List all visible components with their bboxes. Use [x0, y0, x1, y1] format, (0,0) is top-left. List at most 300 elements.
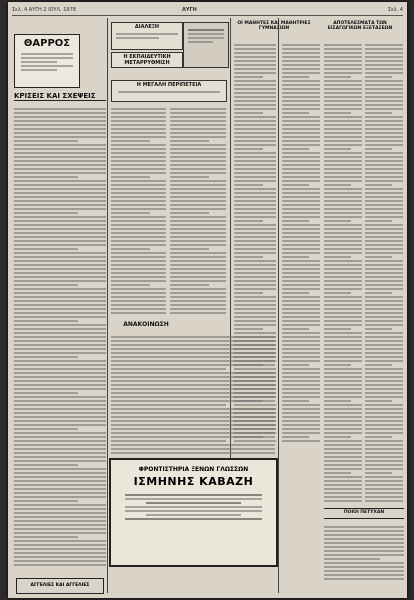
- text-line: [111, 404, 226, 406]
- text-line: [170, 304, 226, 306]
- text-line: [365, 104, 403, 106]
- text-line: [14, 280, 106, 282]
- text-line: [365, 344, 403, 346]
- text-line: [14, 424, 106, 426]
- text-line: [365, 256, 392, 258]
- text-line: [365, 304, 403, 306]
- text-line: [282, 104, 320, 106]
- tharros-title: ΘΑΡΡΟΣ: [23, 38, 71, 49]
- text-line: [365, 428, 403, 430]
- text-line: [282, 272, 320, 274]
- text-line: [282, 228, 320, 230]
- text-line: [324, 180, 362, 182]
- announcement-heading: ΑΝΑΚΟΙΝΩΣΗ: [123, 321, 169, 328]
- text-line: [365, 216, 403, 218]
- text-line: [282, 356, 320, 358]
- text-line: [14, 288, 106, 290]
- text-line: [365, 308, 403, 310]
- text-line: [111, 208, 166, 210]
- text-line: [170, 232, 226, 234]
- text-line: [111, 240, 166, 242]
- text-line: [14, 496, 106, 498]
- text-line: [234, 280, 276, 282]
- text-line: [234, 348, 276, 350]
- text-line: [365, 48, 403, 50]
- text-line: [14, 132, 106, 134]
- text-line: [365, 200, 403, 202]
- text-line: [14, 420, 106, 422]
- text-line: [282, 336, 320, 338]
- text-line: [365, 64, 403, 66]
- text-line: [170, 236, 226, 238]
- text-line: [170, 216, 226, 218]
- text-line: [365, 448, 403, 450]
- text-line: [234, 272, 276, 274]
- text-line: [324, 72, 362, 74]
- text-line: [282, 420, 320, 422]
- text-line: [365, 168, 403, 170]
- text-line: [324, 88, 362, 90]
- text-line: [324, 500, 362, 502]
- text-line: [365, 376, 403, 378]
- text-line: [170, 300, 226, 302]
- text-line: [365, 356, 403, 358]
- text-line: [111, 196, 166, 198]
- text-line: [14, 480, 106, 482]
- text-line: [324, 432, 362, 434]
- text-line: [282, 248, 320, 250]
- text-line: [170, 220, 226, 222]
- text-line: [282, 312, 320, 314]
- text-line: [234, 312, 276, 314]
- text-line: [282, 120, 320, 122]
- text-line: [324, 176, 362, 178]
- text-line: [282, 324, 320, 326]
- text-line: [365, 320, 403, 322]
- text-line: [282, 224, 320, 226]
- text-line: [14, 312, 106, 314]
- text-line: [365, 136, 403, 138]
- text-line: [365, 280, 403, 282]
- text-line: [365, 56, 403, 58]
- text-line: [234, 416, 276, 418]
- text-line: [282, 112, 309, 114]
- small-ad-box: [16, 578, 104, 594]
- text-line: [170, 284, 209, 286]
- text-line: [324, 546, 404, 548]
- text-line: [234, 376, 276, 378]
- text-line: [324, 452, 362, 454]
- text-line: [324, 112, 351, 114]
- text-line: [234, 52, 276, 54]
- text-line: [170, 212, 209, 214]
- text-line: [365, 44, 403, 46]
- text-line: [365, 432, 403, 434]
- text-line: [111, 448, 275, 450]
- tutoring-ad: [109, 458, 278, 567]
- text-line: [111, 108, 166, 110]
- text-line: [111, 232, 166, 234]
- text-line: [365, 252, 403, 254]
- text-line: [170, 204, 226, 206]
- text-line: [324, 152, 362, 154]
- text-line: [324, 400, 351, 402]
- text-line: [234, 388, 276, 390]
- text-line: [234, 200, 276, 202]
- text-line: [365, 60, 403, 62]
- text-line: [14, 264, 106, 266]
- text-line: [324, 558, 380, 560]
- text-line: [14, 412, 106, 414]
- text-line: [324, 570, 404, 572]
- text-line: [365, 444, 403, 446]
- text-line: [324, 156, 362, 158]
- text-line: [14, 352, 106, 354]
- text-line: [234, 196, 276, 198]
- text-line: [234, 172, 276, 174]
- text-line: [111, 152, 166, 154]
- text-line: [365, 80, 403, 82]
- text-line: [324, 538, 404, 540]
- text-line: [14, 168, 106, 170]
- text-line: [111, 212, 150, 214]
- text-line: [111, 368, 226, 370]
- text-line: [324, 284, 362, 286]
- text-line: [324, 204, 362, 206]
- text-line: [324, 550, 404, 552]
- text-line: [365, 140, 403, 142]
- text-line: [111, 168, 166, 170]
- text-line: [14, 556, 106, 558]
- text-line: [324, 356, 362, 358]
- text-line: [282, 408, 320, 410]
- text-line: [14, 292, 106, 294]
- text-line: [324, 320, 362, 322]
- text-line: [14, 296, 106, 298]
- text-line: [14, 228, 106, 230]
- text-line: [234, 240, 276, 242]
- text-line: [111, 164, 166, 166]
- text-line: [282, 340, 320, 342]
- text-line: [324, 260, 362, 262]
- text-line: [14, 220, 106, 222]
- text-line: [365, 76, 392, 78]
- text-line: [324, 84, 362, 86]
- text-line: [14, 252, 106, 254]
- text-line: [324, 420, 362, 422]
- text-line: [324, 304, 362, 306]
- text-line: [324, 132, 362, 134]
- text-line: [365, 268, 403, 270]
- text-line: [111, 268, 166, 270]
- text-line: [111, 236, 166, 238]
- text-line: [365, 396, 403, 398]
- text-line: [365, 500, 403, 502]
- text-line: [234, 244, 276, 246]
- text-line: [234, 320, 276, 322]
- text-line: [282, 320, 320, 322]
- text-line: [324, 116, 362, 118]
- text-line: [170, 264, 226, 266]
- text-line: [14, 392, 78, 394]
- text-line: [14, 208, 106, 210]
- text-line: [365, 348, 403, 350]
- text-line: [365, 96, 403, 98]
- text-line: [324, 460, 362, 462]
- text-line: [324, 554, 404, 556]
- text-line: [234, 112, 263, 114]
- text-line: [170, 228, 226, 230]
- text-line: [282, 232, 320, 234]
- text-line: [234, 76, 263, 78]
- side-box: [183, 22, 229, 68]
- text-line: [170, 260, 226, 262]
- text-line: [282, 400, 309, 402]
- text-line: [14, 308, 106, 310]
- text-line: [111, 220, 166, 222]
- text-line: [14, 484, 106, 486]
- text-line: [170, 208, 226, 210]
- text-line: [14, 348, 106, 350]
- text-line: [324, 276, 362, 278]
- text-line: [234, 208, 276, 210]
- text-line: [324, 92, 362, 94]
- text-line: [365, 412, 403, 414]
- text-line: [324, 300, 362, 302]
- text-line: [324, 566, 404, 568]
- text-line: [365, 480, 403, 482]
- text-line: [282, 252, 320, 254]
- text-line: [111, 272, 166, 274]
- text-line: [111, 160, 166, 162]
- text-line: [365, 276, 403, 278]
- text-line: [111, 288, 166, 290]
- text-line: [282, 392, 320, 394]
- text-line: [324, 164, 362, 166]
- text-line: [234, 384, 276, 386]
- text-line: [111, 120, 166, 122]
- text-line: [365, 88, 403, 90]
- text-line: [170, 296, 226, 298]
- text-line: [282, 164, 320, 166]
- text-line: [234, 64, 276, 66]
- text-line: [111, 132, 166, 134]
- text-line: [111, 156, 166, 158]
- passed-text: [324, 524, 404, 582]
- text-line: [14, 200, 106, 202]
- text-line: [324, 332, 362, 334]
- text-line: [282, 372, 320, 374]
- names-col-2: [282, 42, 320, 444]
- text-line: [14, 516, 106, 518]
- text-line: [234, 288, 276, 290]
- text-line: [324, 44, 362, 46]
- text-line: [282, 412, 320, 414]
- text-line: [282, 416, 320, 418]
- text-line: [324, 212, 362, 214]
- names-col-4: [365, 42, 403, 504]
- text-line: [170, 184, 226, 186]
- text-line: [365, 468, 403, 470]
- text-line: [234, 108, 276, 110]
- text-line: [234, 424, 276, 426]
- text-line: [14, 508, 106, 510]
- text-line: [324, 216, 362, 218]
- text-line: [111, 296, 166, 298]
- text-line: [111, 440, 226, 442]
- text-line: [282, 440, 320, 442]
- text-line: [365, 260, 403, 262]
- text-line: [234, 156, 276, 158]
- text-line: [282, 184, 309, 186]
- text-line: [170, 268, 226, 270]
- text-line: [324, 372, 362, 374]
- text-line: [111, 216, 166, 218]
- text-line: [234, 252, 276, 254]
- text-line: [282, 348, 320, 350]
- text-line: [14, 456, 106, 458]
- text-line: [14, 404, 106, 406]
- masthead: [12, 5, 403, 16]
- text-line: [170, 244, 226, 246]
- text-line: [365, 184, 392, 186]
- text-line: [111, 252, 166, 254]
- text-line: [14, 504, 106, 506]
- reform-box: [111, 52, 183, 68]
- text-line: [324, 380, 362, 382]
- left-article-text: [14, 106, 106, 568]
- text-line: [365, 296, 403, 298]
- text-line: [282, 384, 320, 386]
- reform-heading: Η ΕΚΠΑΙΔΕΥΤΙΚΗ ΜΕΤΑΡΡΥΘΜΙΣΗ: [123, 54, 171, 66]
- text-line: [365, 384, 403, 386]
- text-line: [234, 96, 276, 98]
- text-line: [324, 60, 362, 62]
- text-line: [234, 372, 276, 374]
- text-line: [234, 140, 276, 142]
- text-line: [234, 352, 276, 354]
- text-line: [234, 216, 276, 218]
- text-line: [282, 296, 320, 298]
- text-line: [14, 248, 78, 250]
- text-line: [365, 92, 403, 94]
- text-line: [324, 336, 362, 338]
- text-line: [170, 156, 226, 158]
- text-line: [365, 236, 403, 238]
- text-line: [324, 80, 362, 82]
- text-line: [170, 248, 209, 250]
- text-line: [365, 472, 392, 474]
- text-line: [14, 316, 106, 318]
- text-line: [234, 356, 276, 358]
- text-line: [324, 240, 362, 242]
- text-line: [234, 392, 276, 394]
- text-line: [282, 276, 320, 278]
- text-line: [282, 380, 320, 382]
- text-line: [324, 456, 362, 458]
- text-line: [324, 348, 362, 350]
- text-line: [14, 112, 106, 114]
- text-line: [14, 216, 106, 218]
- text-line: [234, 152, 276, 154]
- text-line: [14, 156, 106, 158]
- text-line: [234, 436, 263, 438]
- text-line: [365, 324, 403, 326]
- text-line: [234, 56, 276, 58]
- text-line: [14, 164, 106, 166]
- text-line: [170, 160, 226, 162]
- text-line: [14, 300, 106, 302]
- text-line: [170, 272, 226, 274]
- text-line: [324, 534, 404, 536]
- text-line: [282, 280, 320, 282]
- text-line: [234, 88, 276, 90]
- text-line: [14, 540, 106, 542]
- text-line: [365, 408, 403, 410]
- text-line: [14, 384, 106, 386]
- text-line: [234, 224, 276, 226]
- text-line: [365, 388, 403, 390]
- text-line: [234, 380, 276, 382]
- text-line: [324, 56, 362, 58]
- text-line: [170, 292, 226, 294]
- newspaper-page: [8, 2, 407, 598]
- text-line: [324, 476, 362, 478]
- text-line: [14, 544, 106, 546]
- text-line: [14, 336, 106, 338]
- text-line: [234, 308, 276, 310]
- masthead-right: Σελ. 4: [387, 7, 403, 13]
- text-line: [324, 48, 362, 50]
- text-line: [234, 396, 276, 398]
- text-line: [365, 364, 392, 366]
- text-line: [111, 256, 166, 258]
- text-line: [324, 220, 351, 222]
- text-line: [282, 160, 320, 162]
- text-line: [14, 360, 106, 362]
- passed-heading: ΠΟΙΟΙ ΠΕΤΥΧΑΝ: [324, 508, 404, 519]
- text-line: [14, 532, 106, 534]
- text-line: [324, 392, 362, 394]
- text-line: [14, 324, 106, 326]
- text-line: [14, 444, 106, 446]
- text-line: [170, 288, 226, 290]
- text-line: [170, 180, 226, 182]
- text-line: [365, 352, 403, 354]
- text-line: [365, 68, 403, 70]
- text-line: [170, 312, 226, 314]
- text-line: [282, 368, 320, 370]
- text-line: [365, 152, 403, 154]
- text-line: [324, 542, 404, 544]
- text-line: [365, 424, 403, 426]
- text-line: [234, 404, 276, 406]
- text-line: [111, 204, 166, 206]
- text-line: [365, 456, 403, 458]
- text-line: [365, 172, 403, 174]
- text-line: [324, 64, 362, 66]
- text-line: [365, 52, 403, 54]
- text-line: [234, 324, 276, 326]
- text-line: [282, 60, 320, 62]
- text-line: [282, 68, 320, 70]
- text-line: [282, 388, 320, 390]
- text-line: [14, 148, 106, 150]
- text-line: [324, 574, 404, 576]
- text-line: [324, 468, 362, 470]
- text-line: [282, 352, 320, 354]
- text-line: [324, 312, 362, 314]
